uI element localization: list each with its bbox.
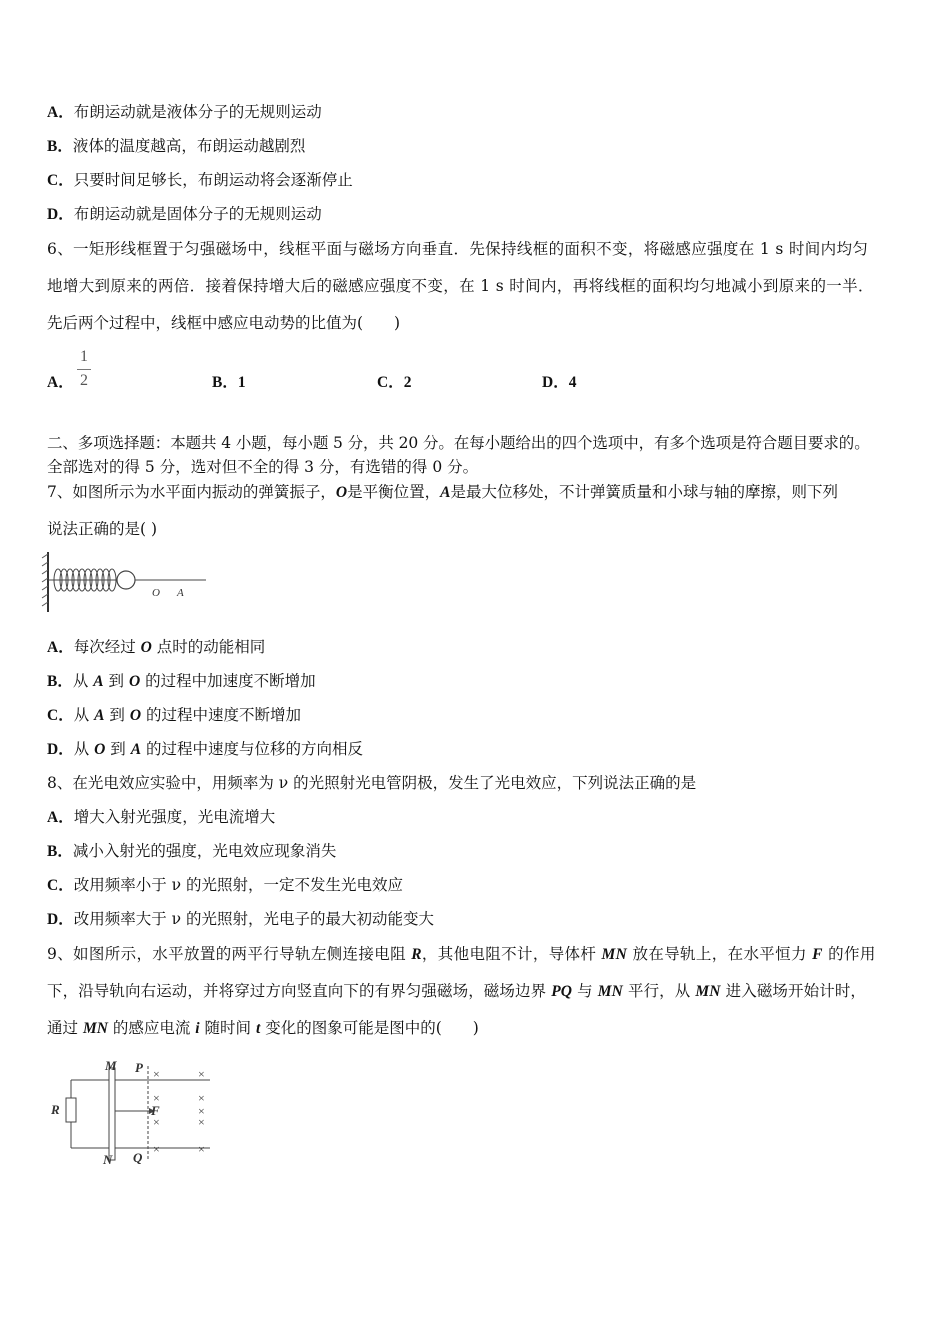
q5-option-d	[47, 204, 322, 225]
resistor	[66, 1098, 76, 1122]
q6-option-d: D．4	[542, 374, 577, 391]
cross-icon: ×	[153, 1067, 160, 1081]
cross-icon: ×	[198, 1115, 205, 1129]
q7-option-c: C．从 A 到 O 的过程中速度不断增加	[47, 706, 301, 724]
q5-option-c	[47, 170, 353, 191]
label-M: M	[105, 1058, 117, 1073]
label-R: R	[51, 1102, 60, 1117]
cross-icon: ×	[153, 1091, 160, 1105]
option-text: 布朗运动就是液体分子的无规则运动	[73, 103, 322, 121]
q5-option-a	[47, 102, 322, 123]
q5-option-b	[47, 136, 305, 157]
label-O: O	[152, 587, 160, 599]
fraction-bar	[77, 369, 91, 370]
q6-option-a-label: A．	[47, 374, 74, 391]
q9-stem-line-3: 通过 MN 的感应电流 i 随时间 t 变化的图象可能是图中的( )	[47, 1019, 479, 1037]
cross-icon: ×	[198, 1067, 205, 1081]
option-text: 布朗运动就是固体分子的无规则运动	[73, 205, 322, 223]
q7-stem-line-1: 7、如图所示为水平面内振动的弹簧振子，O是平衡位置，A是最大位移处，不计弹簧质量和小球与轴的摩擦，则下列	[47, 483, 838, 501]
q7-stem-line-2: 说法正确的是( )	[47, 520, 158, 538]
q8-option-a: A．增大入射光强度，光电流增大	[47, 808, 276, 826]
section-2-instructions-line-2: 全部选对的得 5 分，选对但不全的得 3 分，有选错的得 0 分。	[47, 458, 479, 476]
rod-MN	[109, 1068, 115, 1160]
q7-option-b: B．从 A 到 O 的过程中加速度不断增加	[47, 672, 316, 690]
q8-option-d: D．改用频率大于 ν 的光照射，光电子的最大初动能变大	[47, 910, 434, 928]
var-A: A	[440, 484, 451, 501]
label-Q: Q	[133, 1150, 143, 1165]
spring-oscillator-figure	[40, 548, 210, 618]
fraction-numerator: 1	[80, 348, 88, 365]
cross-icon: ×	[198, 1142, 205, 1156]
cross-icon: ×	[153, 1115, 160, 1129]
ball	[117, 571, 135, 589]
option-label: C．	[47, 172, 74, 189]
q6-option-a-fraction	[77, 348, 91, 390]
q6-stem-line-2: 地增大到原来的两倍．接着保持增大后的磁感应强度不变，在 1 s 时间内，再将线框的面积均匀地减小到原来的一半．	[47, 277, 874, 295]
option-label: D．	[47, 206, 74, 223]
q8-stem: 8、在光电效应实验中，用频率为 ν 的光照射光电管阴极，发生了光电效应，下列说法正确的是	[47, 774, 697, 792]
q9-stem-line-1: 9、如图所示，水平放置的两平行导轨左侧连接电阻 R，其他电阻不计，导体杆 MN 放在导轨上，在水平恒力 F 的作用	[47, 945, 876, 963]
label-A: A	[177, 587, 184, 599]
q7-option-a: A．每次经过 O 点时的动能相同	[47, 638, 266, 656]
option-label: B．	[47, 138, 73, 155]
option-label: A．	[47, 104, 74, 121]
q8-option-b: B．减小入射光的强度，光电效应现象消失	[47, 842, 337, 860]
q6-stem-line-1: 6、一矩形线框置于匀强磁场中，线框平面与磁场方向垂直．先保持线框的面积不变，将磁感应强度在 1 s 时间内均匀	[47, 240, 869, 258]
q9-stem-line-2: 下，沿导轨向右运动，并将穿过方向竖直向下的有界匀强磁场，磁场边界 PQ 与 MN 平行，从 MN 进入磁场开始计时，	[47, 982, 867, 1000]
q8-option-c: C．改用频率小于 ν 的光照射，一定不发生光电效应	[47, 876, 403, 894]
var-O: O	[335, 484, 348, 501]
q6-stem-line-3: 先后两个过程中，线框中感应电动势的比值为( )	[47, 314, 401, 332]
rail-circuit-figure	[45, 1058, 220, 1168]
q6-option-c: C．2	[377, 374, 412, 391]
option-text: 液体的温度越高，布朗运动越剧烈	[72, 137, 306, 155]
cross-icon: ×	[198, 1104, 205, 1118]
label-F: F	[151, 1103, 160, 1118]
option-text: 只要时间足够长，布朗运动将会逐渐停止	[73, 171, 353, 189]
fraction-denominator: 2	[80, 372, 88, 389]
label-P: P	[135, 1060, 143, 1075]
section-2-instructions-line-1: 二、多项选择题：本题共 4 小题，每小题 5 分，共 20 分。在每小题给出的四个选项中，有多个选项是符合题目要求的。	[47, 434, 870, 452]
cross-icon: ×	[153, 1142, 160, 1156]
label-N: N	[103, 1152, 113, 1167]
q6-option-b: B．1	[212, 374, 246, 391]
q7-option-d: D．从 O 到 A 的过程中速度与位移的方向相反	[47, 740, 363, 758]
cross-icon: ×	[198, 1091, 205, 1105]
